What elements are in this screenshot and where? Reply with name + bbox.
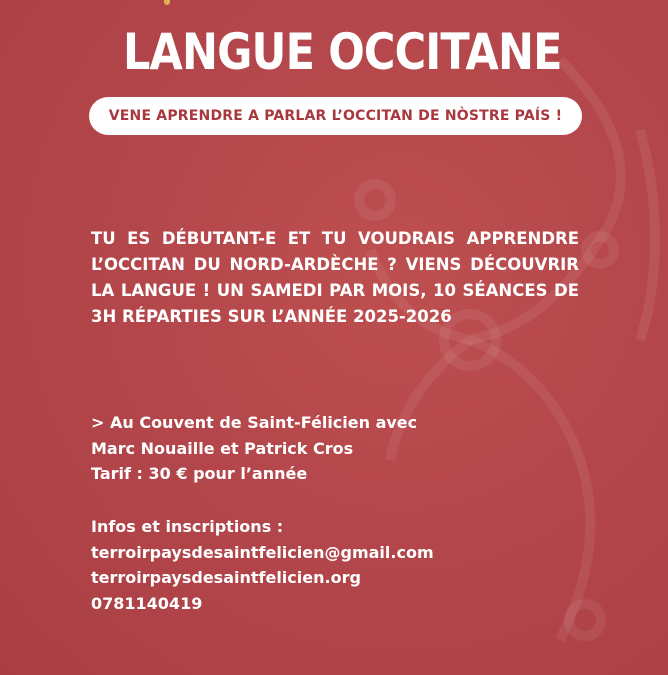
price-line: Tarif : 30 € pour l’année [91,464,308,483]
email-text: terroirpaysdesaintfelicien@gmail.com [91,542,434,562]
teachers-line: Marc Nouaille et Patrick Cros [91,438,354,458]
subtitle-banner [89,97,582,135]
poster-title: LANGUE OCCITANE [123,23,562,81]
course-details [91,410,571,487]
website-text: terroirpaysdesaintfelicien.org [91,568,361,587]
contact-heading: Infos et inscriptions : [91,517,284,536]
contact-info [91,514,571,616]
phone-text: 0781140419 [91,593,203,613]
intro-paragraph: TU ES DÉBUTANT-E ET TU VOUDRAIS APPRENDRE L’OCCITAN DU NORD-ARDÈCHE ? VIENS DÉCOUVRIR LA LANGUE ! UN SAMEDI PAR MOIS, 10 SÉANCES DE 3H RÉPARTIES SUR L’ANNÉE 2025-2026 [91,229,579,326]
subtitle-text: VENE APRENDRE A PARLAR L’OCCITAN DE NÒSTRE PAÍS ! [108,108,563,124]
location-line: > Au Couvent de Saint-Félicien avec [91,413,418,432]
